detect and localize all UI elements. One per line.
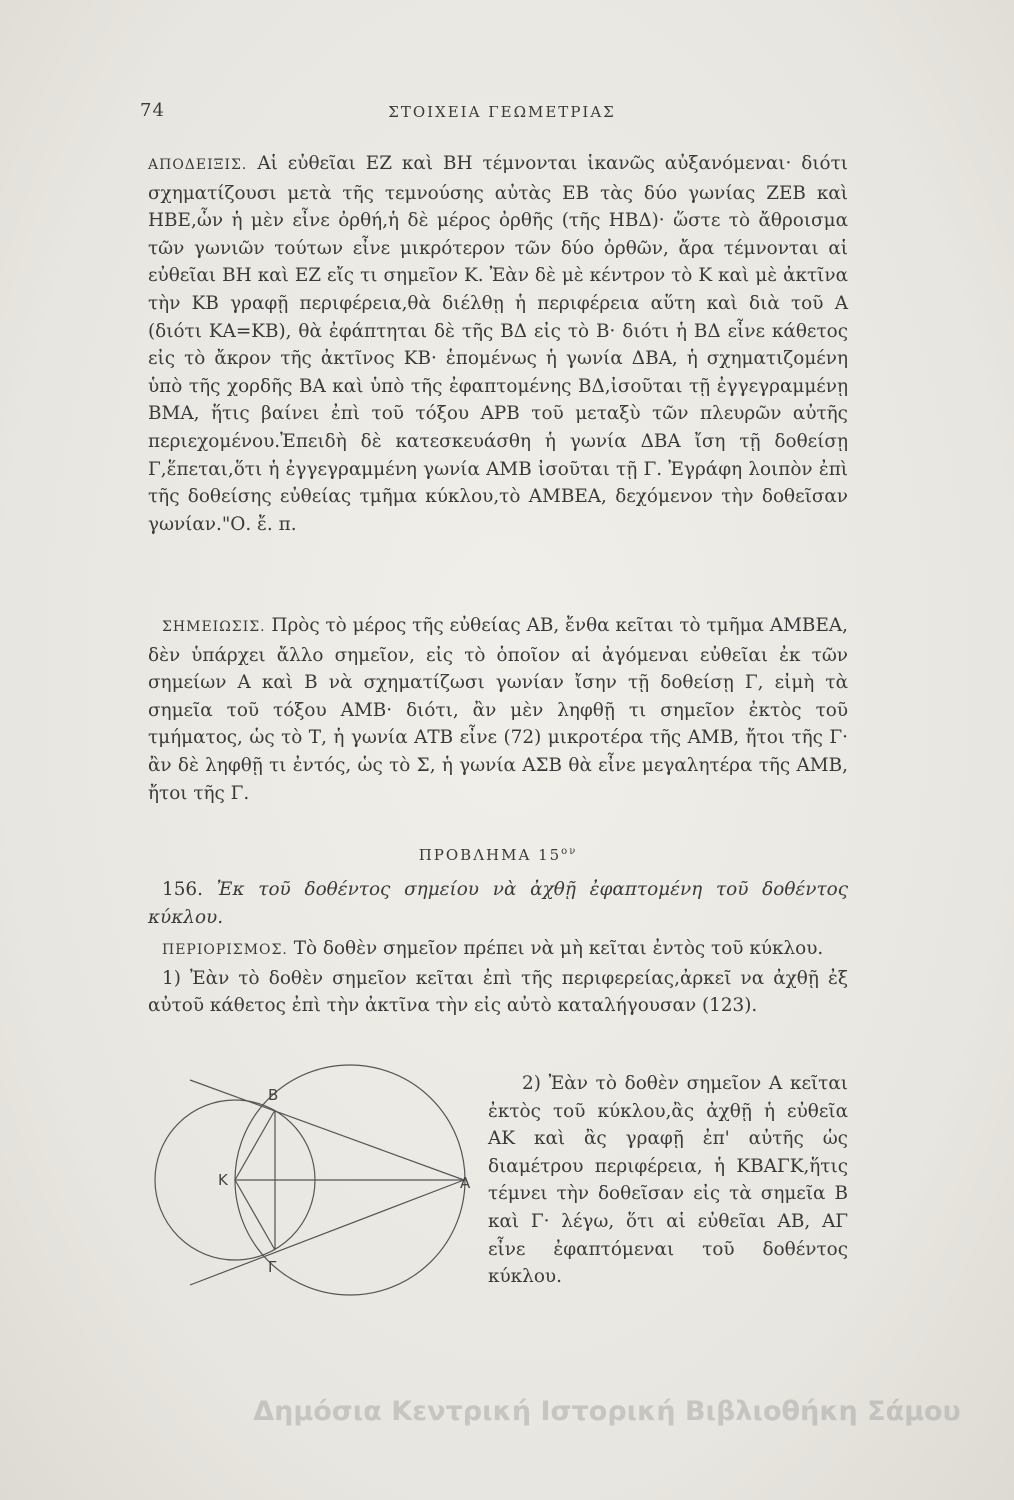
library-watermark: Δημόσια Κεντρική Ιστορική Βιβλιοθήκη Σάμου <box>253 1396 961 1427</box>
page-number: 74 <box>140 100 165 121</box>
case-2-text: 2) Ἐὰν τὸ δοθὲν σημεῖον Α κεῖται ἐκτὸς τοῦ κύκλου,ἂς ἀχθῇ ἡ εὐθεῖα ΑΚ καὶ ἂς γραφῇ ἐπ' αὐτῆς ὡς διαμέτρου περιφέρεια, ἡ ΚΒΑΓΚ,ἥτις τέμνει τὴν δοθεῖσαν εἰς τὰ σημεῖα Β καὶ Γ· λέγω, ὅτι αἱ εὐθεῖαι ΑΒ, ΑΓ εἶνε ἐφαπτόμεναι τοῦ δοθέντος κύκλου. <box>488 1073 848 1288</box>
remark-paragraph <box>148 612 848 807</box>
limitation-text: Τὸ δοθὲν σημεῖον πρέπει νὰ μὴ κεῖται ἐντὸς τοῦ κύκλου. <box>287 938 824 959</box>
label-A: A <box>460 1174 471 1192</box>
tangent-figure <box>150 1060 490 1310</box>
case-1-text: 1) Ἐὰν τὸ δοθὲν σημεῖον κεῖται ἐπὶ τῆς περιφερείας,ἀρκεῖ να ἀχθῇ ἐξ αὐτοῦ κάθετος ἐπὶ τὴν ἀκτῖνα τὴν εἰς αὐτὸ καταλήγουσαν (123). <box>148 967 848 1017</box>
proof-label: ΑΠΟΔΕΙΞΙΣ. <box>148 157 248 173</box>
limitation-label: ΠΕΡΙΟΡΙΣΜΟΣ. <box>162 942 288 958</box>
label-B: B <box>268 1086 279 1104</box>
problem-heading <box>148 846 848 864</box>
tangent-AB <box>190 1080 464 1180</box>
proof-paragraph <box>148 150 848 538</box>
limitation-paragraph <box>148 935 848 1020</box>
label-K: K <box>218 1171 228 1189</box>
remark-label: ΣΗΜΕΙΩΣΙΣ. <box>162 619 266 635</box>
case-2-paragraph <box>488 1070 848 1291</box>
problem-statement <box>148 876 848 931</box>
problem-heading-sup: ον <box>561 846 578 857</box>
page-header <box>140 100 864 130</box>
problem-heading-text: ΠΡΟΒΛΗΜΑ 15 <box>418 846 562 864</box>
problem-statement-text: Ἐκ τοῦ δοθέντος σημείου νὰ ἀχθῇ ἐφαπτομένη τοῦ δοθέντος κύκλου. <box>148 879 848 928</box>
remark-text: Πρὸς τὸ μέρος τῆς εὐθείας ΑΒ, ἔνθα κεῖται τὸ τμῆμα ΑΜΒΕΑ, δὲν ὑπάρχει ἄλλο σημεῖον, εἰς τὸ ὁποῖον αἱ ἀγόμεναι εὐθεῖαι ἐκ τῶν σημείων Α καὶ Β νὰ σχηματίζωσι γωνίαν ἴσην τῇ δοθείσῃ Γ, εἰμὴ τὰ σημεῖα τοῦ τόξου ΑΜΒ· διότι, ἂν μὲν ληφθῇ τι σημεῖον ἐκτὸς τοῦ τμήματος, ὡς τὸ Τ, ἡ γωνία ΑΤΒ εἶνε (72) μικροτέρα τῆς ΑΜΒ, ἤτοι τῆς Γ· ἂν δὲ ληφθῇ τι ἐντός, ὡς τὸ Σ, ἡ γωνία ΑΣΒ θὰ εἶνε μεγαλητέρα τῆς ΑΜΒ, ἤτοι τῆς Γ. <box>148 615 848 804</box>
running-title: ΣΤΟΙΧΕΙΑ ΓΕΩΜΕΤΡΙΑΣ <box>388 103 616 121</box>
problem-number: 156. <box>162 879 203 900</box>
label-G: Γ <box>268 1258 277 1276</box>
proof-text: Αἱ εὐθεῖαι ΕΖ καὶ ΒΗ τέμνονται ἱκανῶς αὐξανόμεναι· διότι σχηματίζουσι μετὰ τῆς τεμνούσης αὐτὰς ΕΒ τὰς δύο γωνίας ΖΕΒ καὶ ΗΒΕ,ὧν ἡ μὲν εἶνε ὀρθή,ἡ δὲ μέρος ὀρθῆς (τῆς ΗΒΔ)· ὥστε τὸ ἄθροισμα τῶν γωνιῶν τούτων εἶνε μικρότερον τῶν δύο ὀρθῶν, ἄρα τέμνονται αἱ εὐθεῖαι ΒΗ καὶ ΕΖ εἴς τι σημεῖον Κ. Ἐὰν δὲ μὲ κέντρον τὸ Κ καὶ μὲ ἀκτῖνα τὴν ΚΒ γραφῇ περιφέρεια,θὰ διέλθῃ ἡ περιφέρεια αὕτη καὶ διὰ τοῦ Α (διότι ΚΑ=ΚΒ), θὰ ἐφάπτηται δὲ τῆς ΒΔ εἰς τὸ Β· διότι ἡ ΒΔ εἶνε κάθετος εἰς τὸ ἄκρον τῆς ἀκτῖνος ΚΒ· ἑπομένως ἡ γωνία ΔΒΑ, ἡ σχηματιζομένη ὑπὸ τῆς χορδῆς ΒΑ καὶ ὑπὸ τῆς ἐφαπτομένης ΒΔ,ἰσοῦται τῇ ἐγγεγραμμένῃ ΒΜΑ, ἥτις βαίνει ἐπὶ τοῦ τόξου ΑΡΒ τοῦ μεταξὺ τῶν πλευρῶν αὐτῆς περιεχομένου.Ἐπειδὴ δὲ κατεσκευάσθη ἡ γωνία ΔΒΑ ἴση τῇ δοθείσῃ Γ,ἕπεται,ὅτι ἡ ἐγγεγραμμένη γωνία ΑΜΒ ἰσοῦται τῇ Γ. Ἐγράφη λοιπὸν ἐπὶ τῆς δοθείσης εὐθείας τμῆμα κύκλου,τὸ ΑΜΒΕΑ, δεχόμενον τὴν δοθεῖσαν γωνίαν."Ο. ἔ. π. <box>148 153 848 535</box>
